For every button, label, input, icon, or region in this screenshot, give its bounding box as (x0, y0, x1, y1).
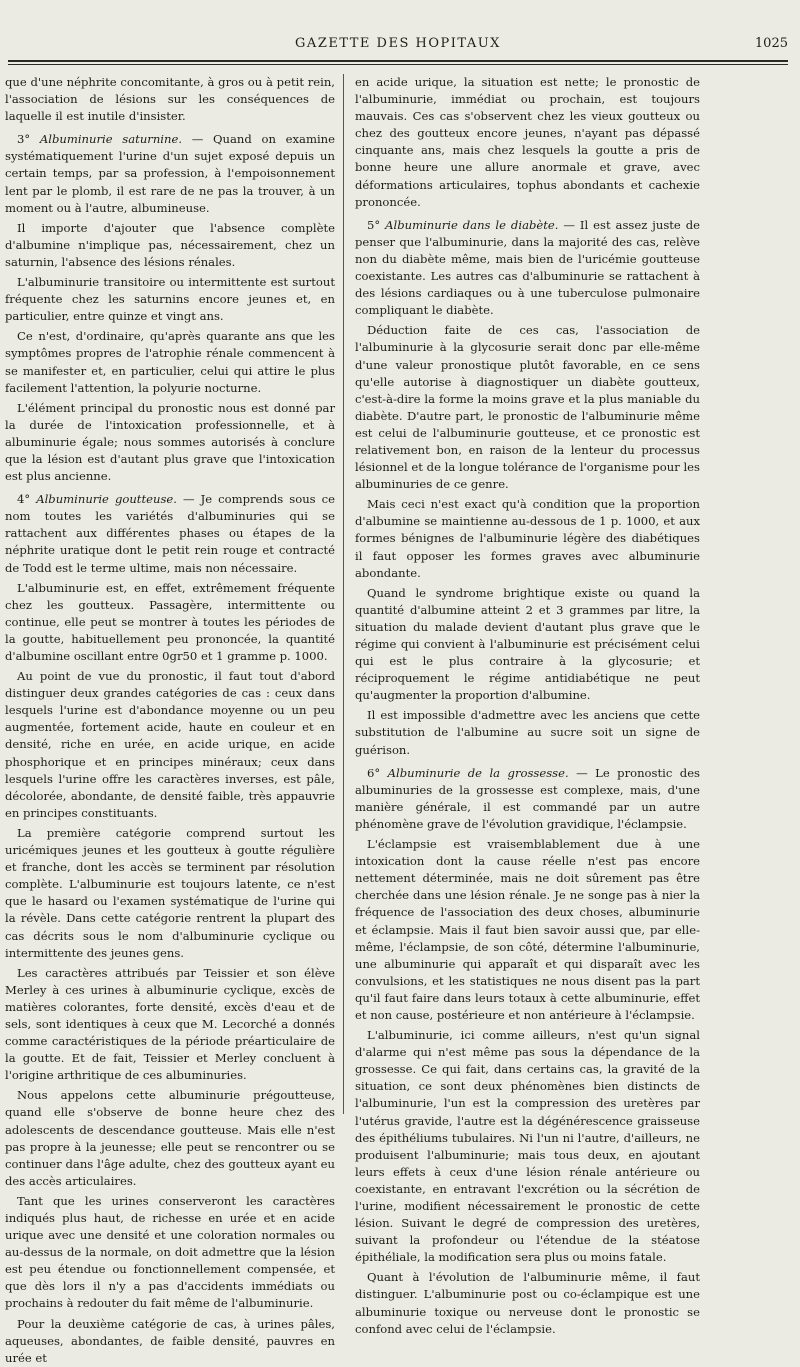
section-paragraph (355, 765, 700, 833)
section-number: 6° (367, 765, 388, 780)
paragraph: L'éclampsie est vraisemblablement due à une intoxication dont la cause réelle n'est pas encore nettement déterminée, mais ne doit sûrement pas être cherchée dans une lésion rénale. Je ne songe pas à nier la fréquence de l'association des deux choses, albuminurie et éclampsie. Mais il faut bien savoir aussi que, par elle-même, l'éclampsie, de son côté, détermine l'albuminurie, une albuminurie qui apparaît et qui disparaît avec les convulsions, et les statistiques ne nous disent pas la part qu'il faut faire dans leurs totaux à cette albuminurie, effet et non cause, postérieure et non antérieure à l'éclampsie. (355, 837, 700, 1022)
paragraph: L'albuminurie, ici comme ailleurs, n'est qu'un signal d'alarme qui n'est même pas sous la dépendance de la grossesse. Ce qui fait, dans certains cas, la gravité de la situation, ce sont deux phénomènes bien distincts de l'albuminurie, l'un est la compression des uretères par l'utérus gravide, l'autre est la dégénérescence graisseuse des épithéliums tubulaires. Ni l'un ni l'autre, d'ailleurs, ne produisent l'albuminurie; mais tous deux, en ajoutant leurs effets à ceux d'une lésion rénale antérieure ou coexistante, en entravant l'excrétion ou la sécrétion de l'urine, modifient nécessairement le pronostic de cette lésion. Suivant le degré de compression des uretères, suivant la profondeur ou l'étendue de la stéatose épithéliale, la modification sera plus ou moins fatale. (355, 1028, 700, 1265)
section-paragraph (355, 217, 700, 320)
section-number: 5° (367, 217, 386, 232)
paragraph: Il est impossible d'admettre avec les anciens que cette substitution de l'albumine au sucre soit un signe de guérison. (355, 708, 700, 757)
header-rule-thick (8, 60, 788, 62)
section-title: Albuminurie saturnine. (39, 132, 183, 147)
header-rule-thin (8, 64, 788, 65)
paragraph: Ce n'est, d'ordinaire, qu'après quarante ans que les symptômes propres de l'atrophie rénale commencent à se manifester et, en particulier, celui qui attire le plus facilement l'attention, la polyurie nocturne. (5, 329, 335, 395)
paragraph: Quant à l'évolution de l'albuminurie même, il faut distinguer. L'albuminurie post ou co-éclampique est une albuminurie toxique ou nerveuse dont le pronostic se confond avec celui de l'éclampsie. (355, 1270, 700, 1336)
section-title: Albuminurie dans le diabète. (385, 217, 559, 232)
paragraph: Quand le syndrome brightique existe ou quand la quantité d'albumine atteint 2 et 3 grammes par litre, la situation du malade devient d'autant plus grave que le régime qui convient à l'albuminurie est précisément celui qui est le plus contraire à la glycosurie; et réciproquement le régime antidiabétique ne peut qu'augmenter la proportion d'albumine. (355, 585, 700, 703)
paragraph: L'élément principal du pronostic nous est donné par la durée de l'intoxication professionnelle, et à albuminurie égale; nous sommes autorisés à conclure que la lésion est d'autant plus grave que l'intoxication est plus ancienne. (5, 400, 335, 484)
section-text: — Il est assez juste de penser que l'albuminurie, dans la majorité des cas, relève non du diabète même, mais bien de l'uricémie goutteuse coexistante. Les autres cas d'albuminurie se rattachent à des lésions cardiaques ou à une tuberculose pulmonaire compliquant le diabète. (355, 217, 700, 318)
paragraph: Il importe d'ajouter que l'absence complète d'albumine n'implique pas, nécessairement, chez un saturnin, l'absence des lésions rénales. (5, 220, 335, 269)
paragraph: en acide urique, la situation est nette; le pronostic de l'albuminurie, immédiat ou prochain, est toujours mauvais. Ces cas s'observent chez les vieux goutteux ou chez des goutteux encore jeunes, n'ayant pas dépassé cinquante ans, mais chez lesquels la goutte a pris de bonne heure une allure anormale et grave, avec déformations articulaires, tophus abondants et cachexie prononcée. (355, 75, 700, 209)
paragraph: que d'une néphrite concomitante, à gros ou à petit rein, l'association de lésions sur les conséquences de laquelle il est inutile d'insister. (5, 75, 335, 124)
paragraph: Au point de vue du pronostic, il faut tout d'abord distinguer deux grandes catégories de cas : ceux dans lesquels l'urine est d'abondance moyenne ou un peu augmentée, fortement acide, haute en couleur et en densité, riche en urée, en acide urique, en acide phosphorique et en principes minéraux; ceux dans lesquels l'urine offre les caractères inverses, est pâle, décolorée, abondante, de densité faible, très appauvrie en principes constituants. (5, 669, 335, 820)
section-text: — Le pronostic des albuminuries de la grossesse est complexe, mais, d'une manière générale, il est commandé par un autre phénomène grave de l'évolution gravidique, l'éclampsie. (355, 765, 701, 831)
section-title: Albuminurie goutteuse. (36, 492, 177, 507)
paragraph: Déduction faite de ces cas, l'association de l'albuminurie à la glycosurie serait donc par elle-même d'une valeur pronostique plutôt favorable, en ce sens qu'elle autorise à diagnostiquer un diabète goutteux, c'est-à-dire la forme la moins grave et la plus maniable du diabète. D'autre part, le pronostic de l'albuminurie même est celui de l'albuminurie goutteuse, et ce pronostic est relativement bon, en raison de la lenteur du processus lésionnel et de la longue tolérance de l'organisme pour les albuminuries de ce genre. (355, 323, 700, 492)
page-number: 1025 (754, 36, 788, 51)
section-number: 3° (17, 132, 40, 147)
paragraph: L'albuminurie transitoire ou intermittente est surtout fréquente chez les saturnins encore jeunes et, en particulier, entre quinze et vingt ans. (5, 275, 335, 324)
section-number: 4° (17, 492, 37, 507)
paragraph: Mais ceci n'est exact qu'à condition que la proportion d'albumine se maintienne au-dessous de 1 p. 1000, et aux formes bénignes de l'albuminurie légère des diabétiques il faut opposer les formes graves avec albuminurie abondante. (355, 497, 700, 580)
paragraph: Tant que les urines conserveront les caractères indiqués plus haut, de richesse en urée et en acide urique avec une densité et une coloration normales ou au-dessus de la normale, on doit admettre que la lésion est peu étendue ou fonctionnellement compensée, et que dès lors il n'y a pas d'accidents immédiats ou prochains à redouter du fait même de l'albuminurie. (5, 1193, 335, 1311)
paragraph: Les caractères attribués par Teissier et son élève Merley à ces urines à albuminurie cyclique, excès de matières colorantes, forte densité, excès d'eau et de sels, sont identiques à ceux que M. Lecorché a donnés comme caractéristiques de la période préarticulaire de la goutte. Et de fait, Teissier et Merley concluent à l'origine arthritique de ces albuminuries. (5, 965, 335, 1083)
paragraph: Nous appelons cette albuminurie prégoutteuse, quand elle s'observe de bonne heure chez des adolescents de descendance goutteuse. Mais elle n'est pas propre à la jeunesse; elle peut se rencontrer ou se continuer dans l'âge adulte, chez des goutteux ayant eu des accès articulaires. (5, 1088, 335, 1188)
section-paragraph (5, 491, 335, 576)
section-title: Albuminurie de la grossesse. (387, 765, 569, 780)
page-header (8, 32, 788, 56)
section-text: — Je comprends sous ce nom toutes les variétés d'albuminuries qui se rattachent aux différentes phases ou étapes de la néphrite uratique dont le petit rein rouge et contracté de Todd est le terme ultime, mais non nécessaire. (5, 492, 335, 575)
section-paragraph (5, 131, 335, 216)
paragraph: L'albuminurie est, en effet, extrêmement fréquente chez les goutteux. Passagère, intermittente ou continue, elle peut se montrer à toutes les périodes de la goutte, habituellement peu prononcée, la quantité d'albumine oscillant entre 0gr50 et 1 gramme p. 1000. (5, 580, 335, 663)
paragraph: La première catégorie comprend surtout les uricémiques jeunes et les goutteux à goutte régulière et franche, dont les accès se terminent par résolution complète. L'albuminurie est toujours latente, ce n'est que le hasard ou l'examen systématique de l'urine qui la révèle. Dans cette catégorie rentrent la plupart des cas décrits sous le nom d'albuminurie cyclique ou intermittente des jeunes gens. (5, 825, 335, 960)
left-column (5, 74, 335, 1365)
right-column (355, 74, 701, 1336)
column-divider (343, 74, 344, 1114)
section-text: — Quand on examine systématiquement l'urine d'un sujet exposé depuis un certain temps, par sa profession, à l'empoisonnement lent par le plomb, il est rare de ne pas la trouver, à un moment ou à l'autre, albumineuse. (5, 132, 335, 215)
paragraph: Pour la deuxième catégorie de cas, à urines pâles, aqueuses, abondantes, de faible densité, pauvres en urée et (5, 1316, 335, 1365)
journal-title: GAZETTE DES HOPITAUX (295, 36, 501, 51)
